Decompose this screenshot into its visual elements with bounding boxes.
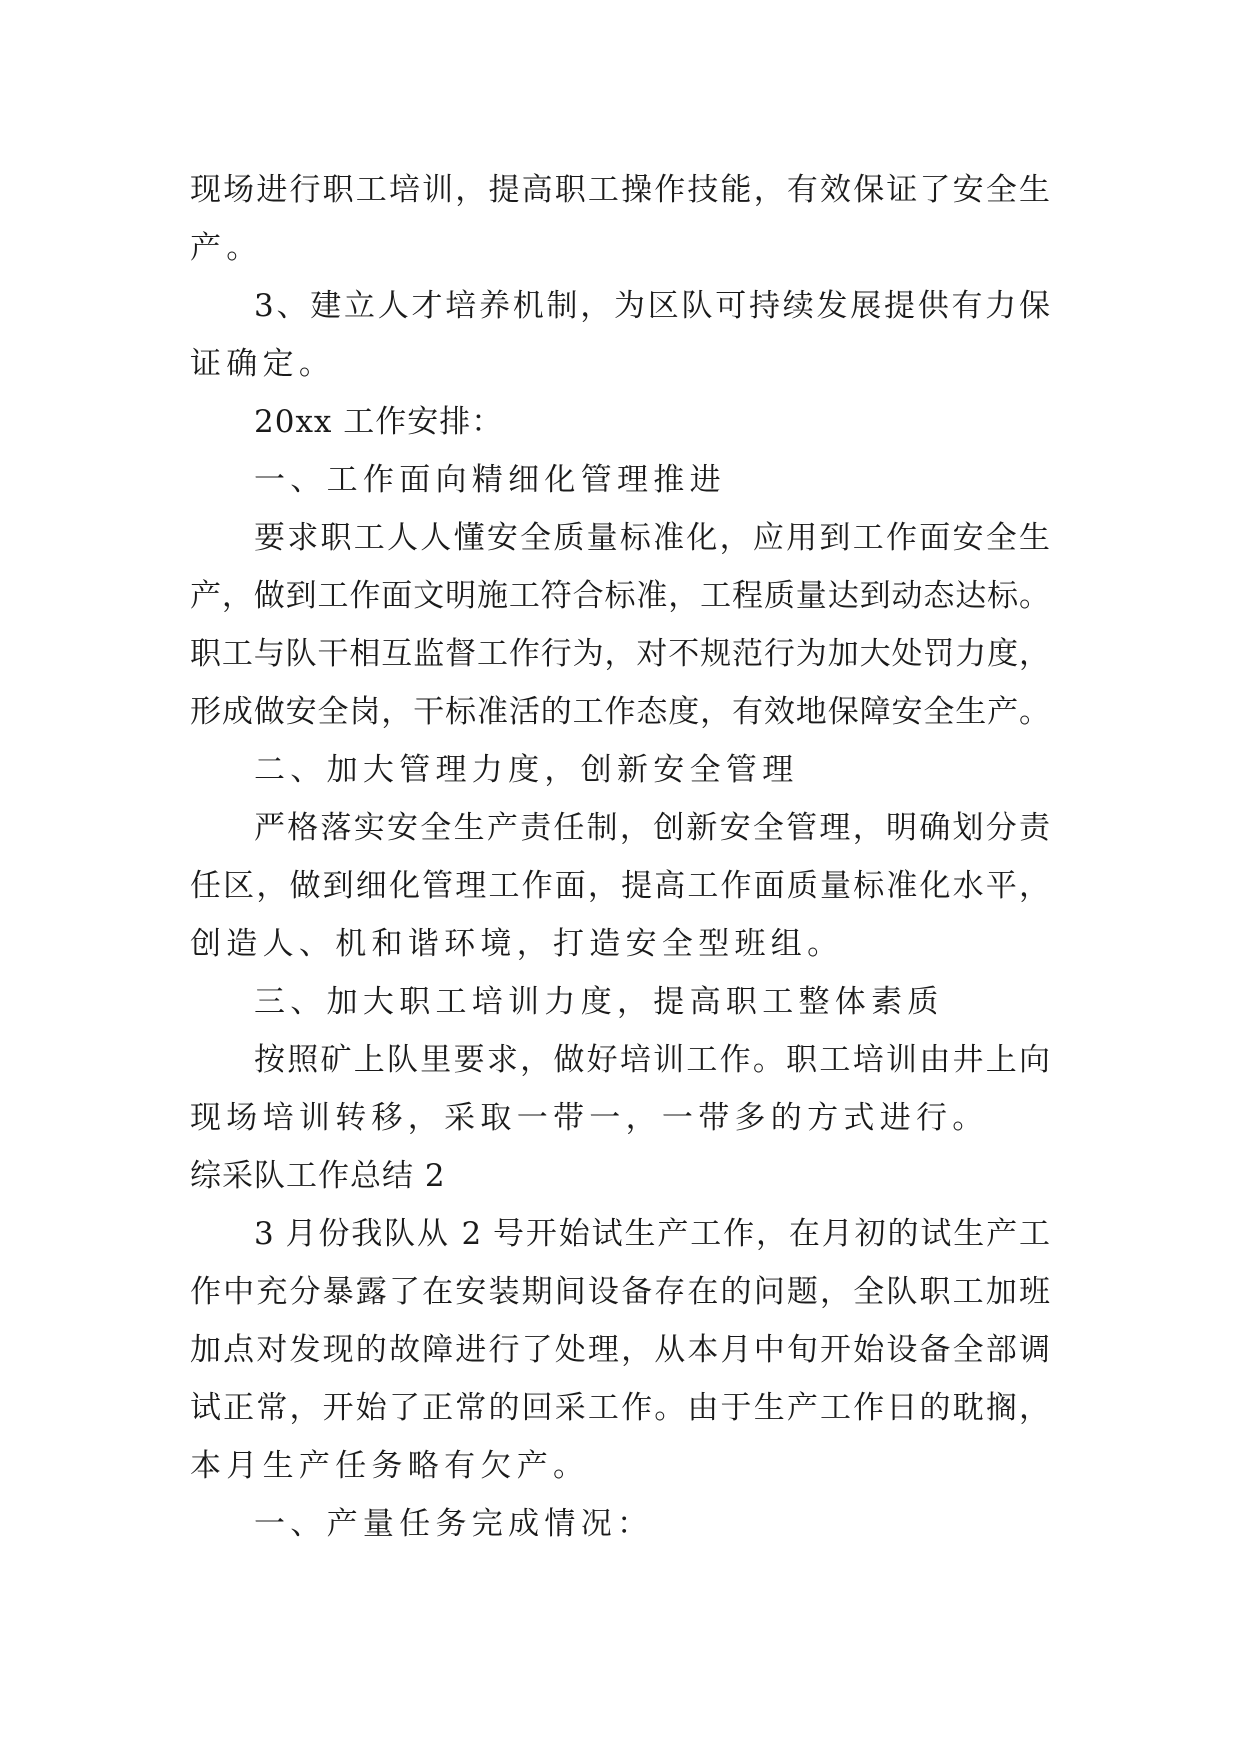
paragraph-line: 加点对发现的故障进行了处理，从本月中旬开始设备全部调 (190, 1332, 1050, 1368)
paragraph-line: 任区，做到细化管理工作面，提高工作面质量标准化水平， (190, 868, 1050, 904)
paragraph-line: 试正常，开始了正常的回采工作。由于生产工作日的耽搁， (190, 1390, 1050, 1426)
document-title: 综采队工作总结 2 (190, 1158, 446, 1194)
paragraph-line: 形成做安全岗，干标准活的工作态度，有效地保障安全生产。 (190, 694, 1050, 730)
paragraph-line: 创造人、机和谐环境，打造安全型班组。 (190, 926, 844, 962)
paragraph-line: 现场进行职工培训，提高职工操作技能，有效保证了安全生 (190, 172, 1050, 208)
section-heading: 一、工作面向精细化管理推进 (254, 462, 726, 498)
paragraph-line: 严格落实安全生产责任制，创新安全管理，明确划分责 (254, 810, 1050, 846)
paragraph-line: 职工与队干相互监督工作行为，对不规范行为加大处罚力度， (190, 636, 1050, 672)
paragraph-line: 要求职工人人懂安全质量标准化，应用到工作面安全生 (254, 520, 1050, 556)
paragraph-line: 按照矿上队里要求，做好培训工作。职工培训由井上向 (254, 1042, 1050, 1078)
section-heading: 20xx 工作安排： (254, 404, 504, 440)
paragraph-line: 产。 (190, 230, 263, 266)
document-body (190, 161, 1050, 1553)
paragraph-line: 现场培训转移，采取一带一，一带多的方式进行。 (190, 1100, 989, 1136)
paragraph-line: 3、建立人才培养机制，为区队可持续发展提供有力保 (254, 288, 1050, 324)
section-heading: 二、加大管理力度，创新安全管理 (254, 752, 799, 788)
paragraph-line: 作中充分暴露了在安装期间设备存在的问题，全队职工加班 (190, 1274, 1050, 1310)
paragraph-line: 3 月份我队从 2 号开始试生产工作，在月初的试生产工 (254, 1216, 1050, 1252)
paragraph-line: 证确定。 (190, 346, 336, 382)
paragraph-line: 产，做到工作面文明施工符合标准，工程质量达到动态达标。 (190, 578, 1050, 614)
section-heading: 一、产量任务完成情况： (254, 1506, 654, 1542)
paragraph-line: 本月生产任务略有欠产。 (190, 1448, 590, 1484)
section-heading: 三、加大职工培训力度，提高职工整体素质 (254, 984, 944, 1020)
